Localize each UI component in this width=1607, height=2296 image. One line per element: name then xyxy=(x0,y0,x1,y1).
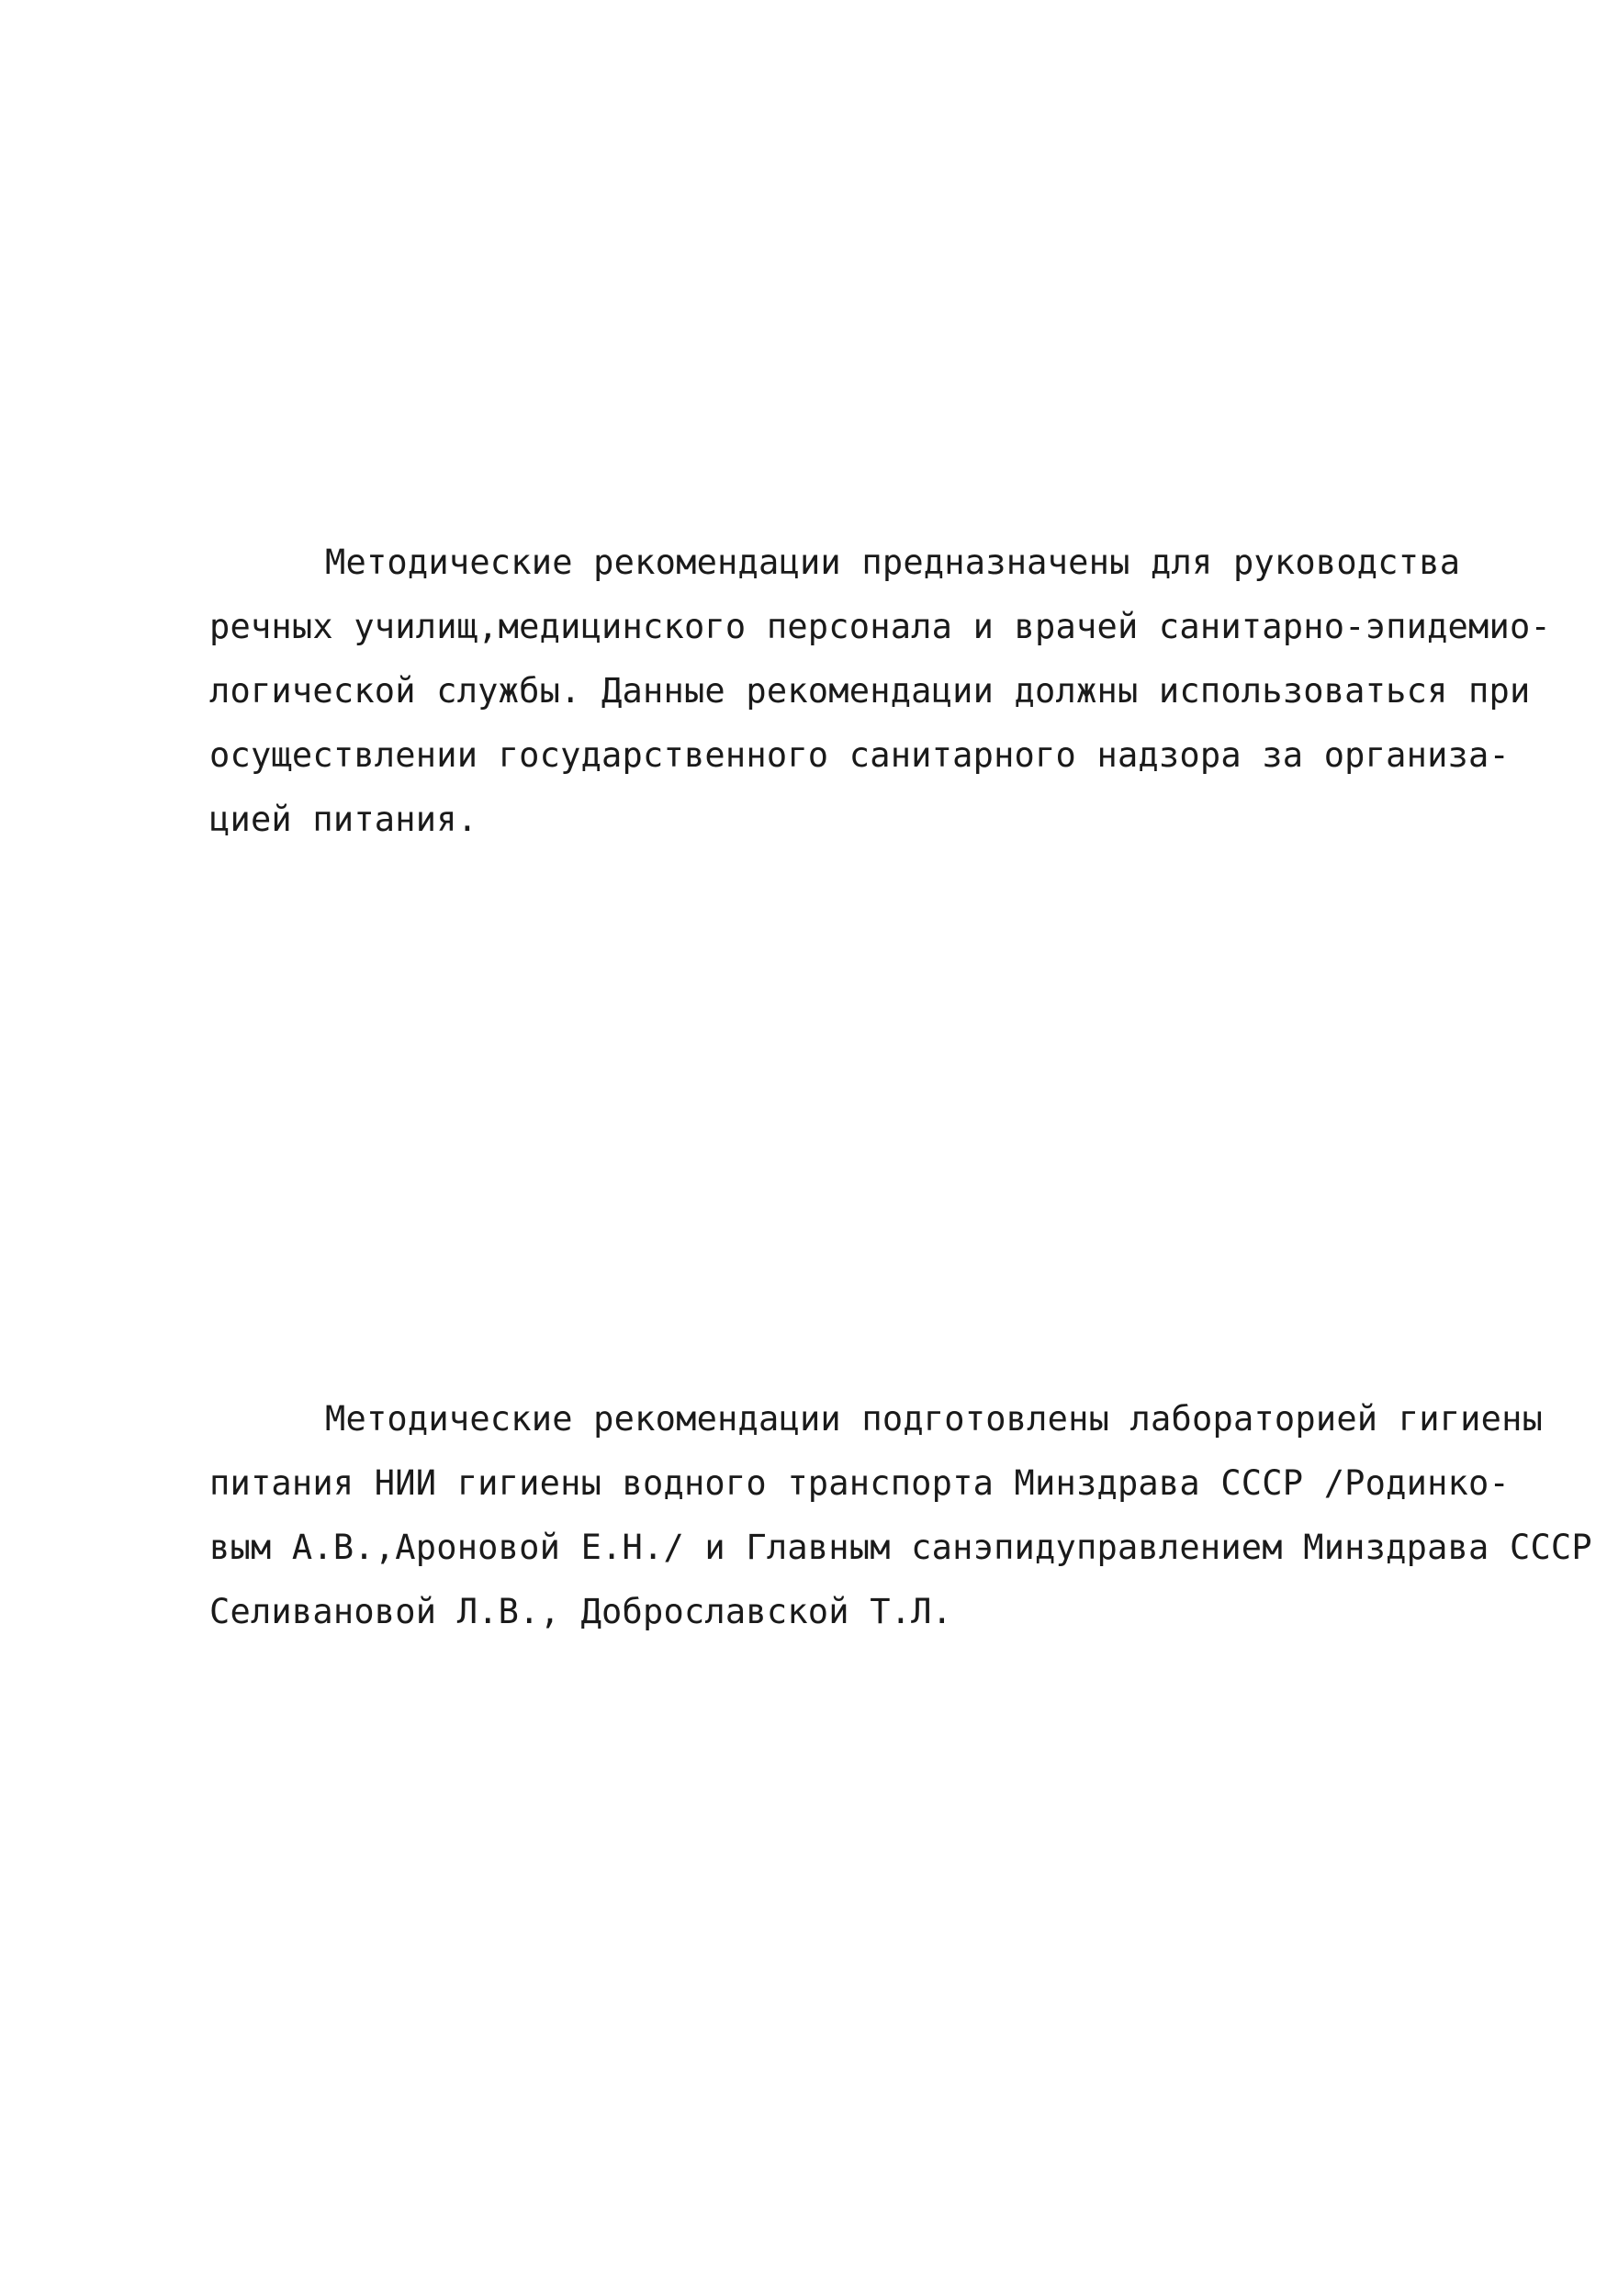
paragraph-line: вым А.В.,Ароновой Е.Н./ и Главным санэпидуправлением Минздрава СССР xyxy=(209,1528,1592,1567)
paragraph-line: речных училищ,медицинского персонала и врачей санитарно-эпидемио- xyxy=(209,607,1551,646)
paragraph-line: Методические рекомендации предназначены для руководства xyxy=(325,543,1461,582)
paragraph-line: Селивановой Л.В., Доброславской Т.Л. xyxy=(209,1592,953,1631)
paragraph-line: осуществлении государственного санитарного надзора за организа- xyxy=(209,735,1510,775)
paragraph-line: питания НИИ гигиены водного транспорта Минздрава СССР /Родинко- xyxy=(209,1463,1510,1503)
purpose-paragraph xyxy=(209,531,1551,852)
authors-paragraph xyxy=(209,1387,1592,1644)
paragraph-line: Методические рекомендации подготовлены лабораторией гигиены xyxy=(325,1399,1544,1439)
paragraph-line: цией питания. xyxy=(209,800,478,839)
paragraph-line: логической службы. Данные рекомендации должны использоваться при xyxy=(209,671,1531,711)
